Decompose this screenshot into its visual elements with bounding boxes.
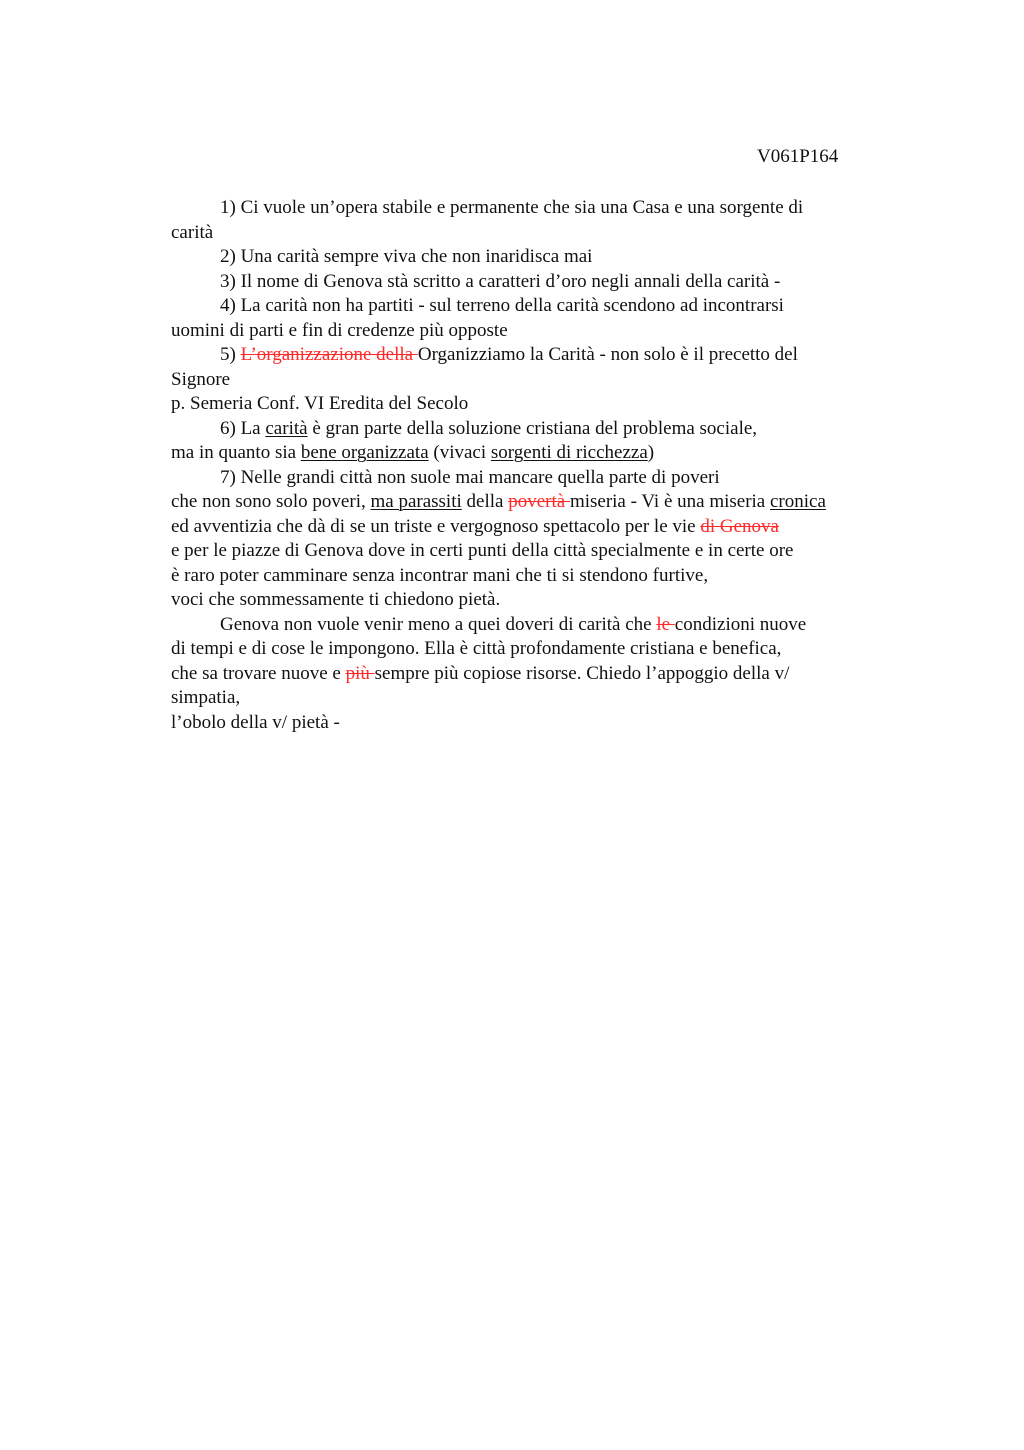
item-4-line-2: uomini di parti e fin di credenze più opposte (171, 319, 508, 341)
underlined-text: cronica (770, 491, 826, 512)
text-segment: che sa trovare nuove e (171, 662, 346, 684)
item-5-line-1 (171, 343, 891, 368)
item-3: 3) Il nome di Genova stà scritto a caratteri d’oro negli annali della carità - (220, 270, 781, 292)
item-7-line-2 (171, 490, 891, 515)
item-7-line-5: è raro poter camminare senza incontrar mani che ti si stendono furtive, (171, 564, 709, 586)
paragraph-line-4: simpatia, (171, 687, 241, 708)
document-body (171, 196, 891, 735)
paragraph-line-5: l’obolo della v/ pietà - (171, 711, 340, 733)
text-segment: Genova non vuole venir meno a quei doveri di carità che (220, 613, 657, 635)
text-segment: (vivaci (428, 442, 491, 463)
item-7-line-6: voci che sommessamente ti chiedono pietà. (171, 589, 501, 610)
underlined-text: carità (265, 417, 308, 439)
item-6-line-2 (171, 441, 891, 466)
item-5-number: 5) (220, 344, 241, 365)
item-5-line-2: Signore (171, 368, 231, 390)
underlined-text: sorgenti di ricchezza (490, 442, 648, 463)
text-segment: miseria - Vi è una miseria (569, 491, 770, 512)
paragraph-line-3 (171, 662, 891, 687)
item-4-line-1: 4) La carità non ha partiti - sul terreno della carità scendono ad incontrarsi (220, 295, 784, 316)
deleted-text: più (345, 662, 375, 684)
item-1-line-2: carità (171, 221, 214, 243)
item-1-line-1: 1) Ci vuole un’opera stabile e permanente che sia una Casa e una sorgente di (220, 197, 804, 218)
text-segment: ) (647, 442, 655, 463)
paragraph-line-1 (171, 613, 891, 638)
paragraph-line-2: di tempi e di cose le impongono. Ella è città profondamente cristiana e benefica, (171, 638, 782, 659)
item-2: 2) Una carità sempre viva che non inaridisca mai (220, 246, 593, 267)
item-6-line-1 (171, 417, 891, 442)
item-7-line-4: e per le piazze di Genova dove in certi punti della città specialmente e in certe ore (171, 540, 794, 561)
text-segment: è gran parte della soluzione cristiana del problema sociale, (307, 417, 758, 439)
text-segment: condizioni nuove (674, 613, 807, 635)
deleted-text: le (656, 613, 675, 635)
text-segment: 6) La (220, 417, 266, 439)
text-segment: della (461, 491, 509, 512)
deleted-text: di Genova (700, 515, 779, 537)
text-segment: che non sono solo poveri, (171, 491, 371, 512)
reference-line: p. Semeria Conf. VI Eredita del Secolo (171, 393, 469, 414)
deleted-text: L’organizzazione della (240, 344, 418, 365)
text-segment: ma in quanto sia (171, 442, 301, 463)
item-7-line-1: 7) Nelle grandi città non suole mai mancare quella parte di poveri (220, 466, 720, 488)
deleted-text: povertà (508, 491, 570, 512)
item-7-line-3 (171, 515, 891, 540)
text-segment: sempre più copiose risorse. Chiedo l’appoggio della v/ (374, 662, 790, 684)
page-code: V061P164 (757, 146, 839, 167)
underlined-text: ma parassiti (370, 491, 462, 512)
underlined-text: bene organizzata (300, 442, 429, 463)
item-5-text: Organizziamo la Carità - non solo è il precetto del (417, 344, 798, 365)
text-segment: ed avventizia che dà di se un triste e vergognoso spettacolo per le vie (171, 515, 701, 537)
